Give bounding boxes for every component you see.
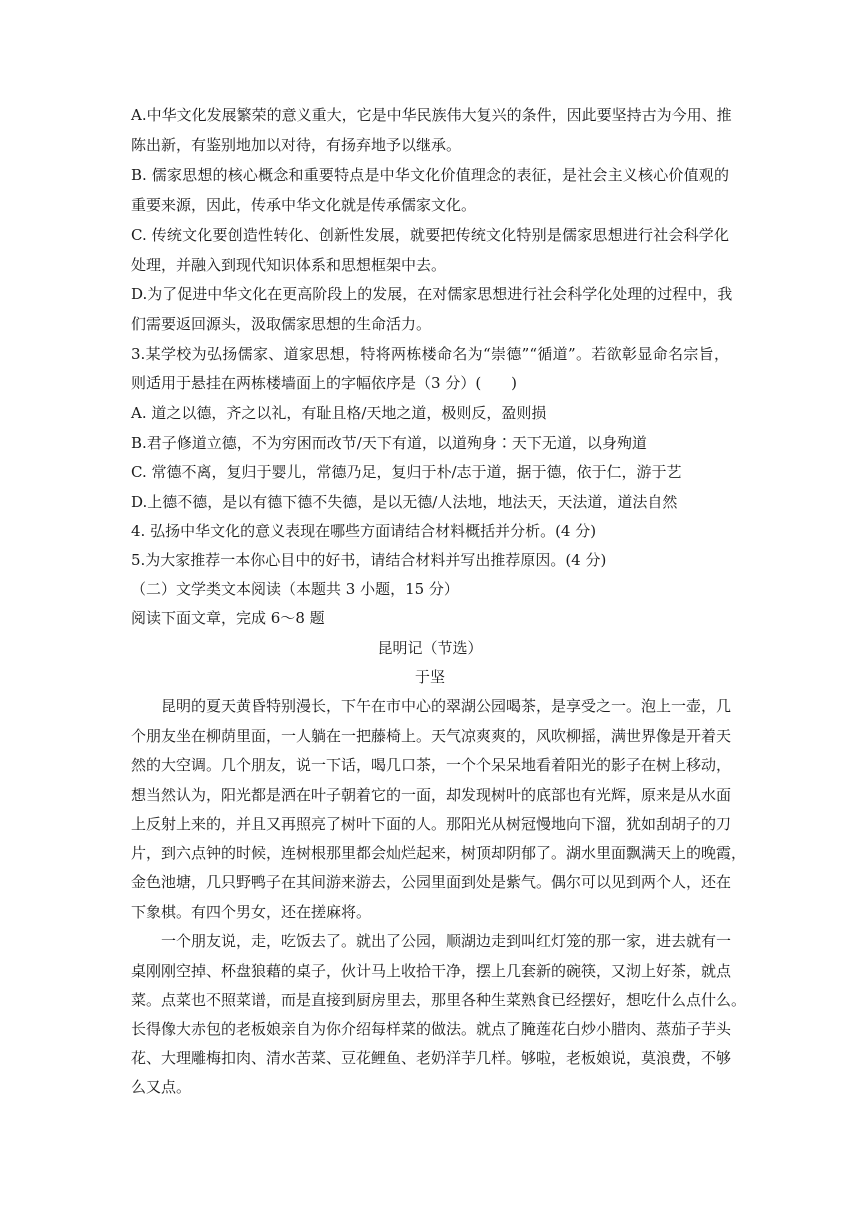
option-a-line-2: 陈出新，有鉴别地加以对待，有扬弃地予以继承。 [131, 136, 462, 154]
paragraph-1-line-6: 片，到六点钟的时候，连树根那里都会灿烂起来，树顶却阴郁了。湖水里面飘满天上的晚霞， [131, 844, 747, 862]
question-3-option-b: B.君子修道立德，不为穷困而改节/天下有道，以道殉身∶天下无道，以身殉道 [131, 434, 647, 452]
question-5: 5.为大家推荐一本你心目中的好书，请结合材料并写出推荐原因。(4 分) [131, 551, 607, 569]
option-a-line-1: A.中华文化发展繁荣的意义重大，它是中华民族伟大复兴的条件，因此要坚持古为今用、推 [131, 106, 732, 124]
option-b-line-2: 重要来源，因此，传承中华文化就是传承儒家文化。 [131, 196, 477, 214]
option-b-line-1: B. 儒家思想的核心概念和重要特点是中华文化价值理念的表征，是社会主义核心价值观的 [131, 166, 729, 184]
section-heading: （二）文学类文本阅读（本题共 3 小题，15 分） [131, 580, 459, 598]
paragraph-1-line-7: 金色池塘，几只野鸭子在其间游来游去，公园里面到处是紫气。偶尔可以见到两个人，还在 [131, 873, 732, 891]
option-c-line-2: 处理，并融入到现代知识体系和思想框架中去。 [131, 256, 447, 274]
option-c-line-1: C. 传统文化要创造性转化、创新性发展，就要把传统文化特别是儒家思想进行社会科学化 [131, 226, 729, 244]
paragraph-2-line-4: 长得像大赤包的老板娘亲自为你介绍每样菜的做法。就点了腌莲花白炒小腊肉、蒸茄子芋头 [131, 1020, 732, 1038]
paragraph-1-line-3: 然的大空调。几个朋友，说一下话，喝几口茶，一个个呆呆地看着阳光的影子在树上移动， [131, 756, 732, 774]
paragraph-1-line-4: 想当然认为，阳光都是洒在叶子朝着它的一面，却发现树叶的底部也有光辉，原来是从水面 [131, 786, 732, 804]
paragraph-2-line-2: 桌刚刚空掉、杯盘狼藉的桌子，伙计马上收拾干净，摆上几套新的碗筷，又沏上好茶，就点 [131, 962, 732, 980]
question-3-option-c: C. 常德不离，复归于婴儿，常德乃足，复归于朴/志于道，据于德，依于仁，游于艺 [131, 463, 682, 481]
article-title: 昆明记（节选） [377, 639, 483, 657]
paragraph-2-line-6: 么又点。 [131, 1078, 192, 1096]
question-3-line-2: 则适用于悬挂在两栋楼墙面上的字幅依序是（3 分）( ) [131, 374, 518, 392]
article-author: 于坚 [414, 668, 445, 686]
question-4: 4. 弘扬中华文化的意义表现在哪些方面请结合材料概括并分析。(4 分) [131, 522, 597, 540]
paragraph-2-line-5: 花、大理雕梅扣肉、清水苦菜、豆花鲤鱼、老奶洋芋几样。够啦，老板娘说，莫浪费，不够 [131, 1049, 732, 1067]
paragraph-1-line-1: 昆明的夏天黄昏特别漫长，下午在市中心的翠湖公园喝茶，是享受之一。泡上一壶，几 [131, 697, 732, 715]
question-3-option-d: D.上德不德，是以有德下德不失德，是以无德/人法地，地法天，天法道，道法自然 [131, 493, 678, 511]
option-d-line-1: D.为了促进中华文化在更高阶段上的发展，在对儒家思想进行社会科学化处理的过程中，我 [131, 285, 733, 303]
paragraph-2-line-3: 菜。点菜也不照菜谱，而是直接到厨房里去，那里各种生菜熟食已经摆好，想吃什么点什么。 [131, 991, 747, 1009]
option-d-line-2: 们需要返回源头，汲取儒家思想的生命活力。 [131, 315, 432, 333]
question-3-option-a: A. 道之以德，齐之以礼，有耻且格/天地之道，极则反，盈则损 [131, 404, 547, 422]
reading-instruction: 阅读下面文章，完成 6～8 题 [131, 609, 325, 627]
paragraph-2-line-1: 一个朋友说，走，吃饭去了。就出了公园，顺湖边走到叫红灯笼的那一家，进去就有一 [131, 932, 732, 950]
paragraph-1-line-8: 下象棋。有四个男女，还在搓麻将。 [131, 903, 372, 921]
question-3-line-1: 3.某学校为弘扬儒家、道家思想，特将两栋楼命名为“崇德”“循道”。若欲彰显命名宗旨， [131, 345, 729, 363]
paragraph-1-line-5: 上反射上来的，并且又再照亮了树叶下面的人。那阳光从树冠慢地向下溜，犹如刮胡子的刀 [131, 815, 732, 833]
paragraph-1-line-2: 个朋友坐在柳荫里面，一人躺在一把藤椅上。天气凉爽爽的，风吹柳摇，满世界像是开着天 [131, 727, 732, 745]
